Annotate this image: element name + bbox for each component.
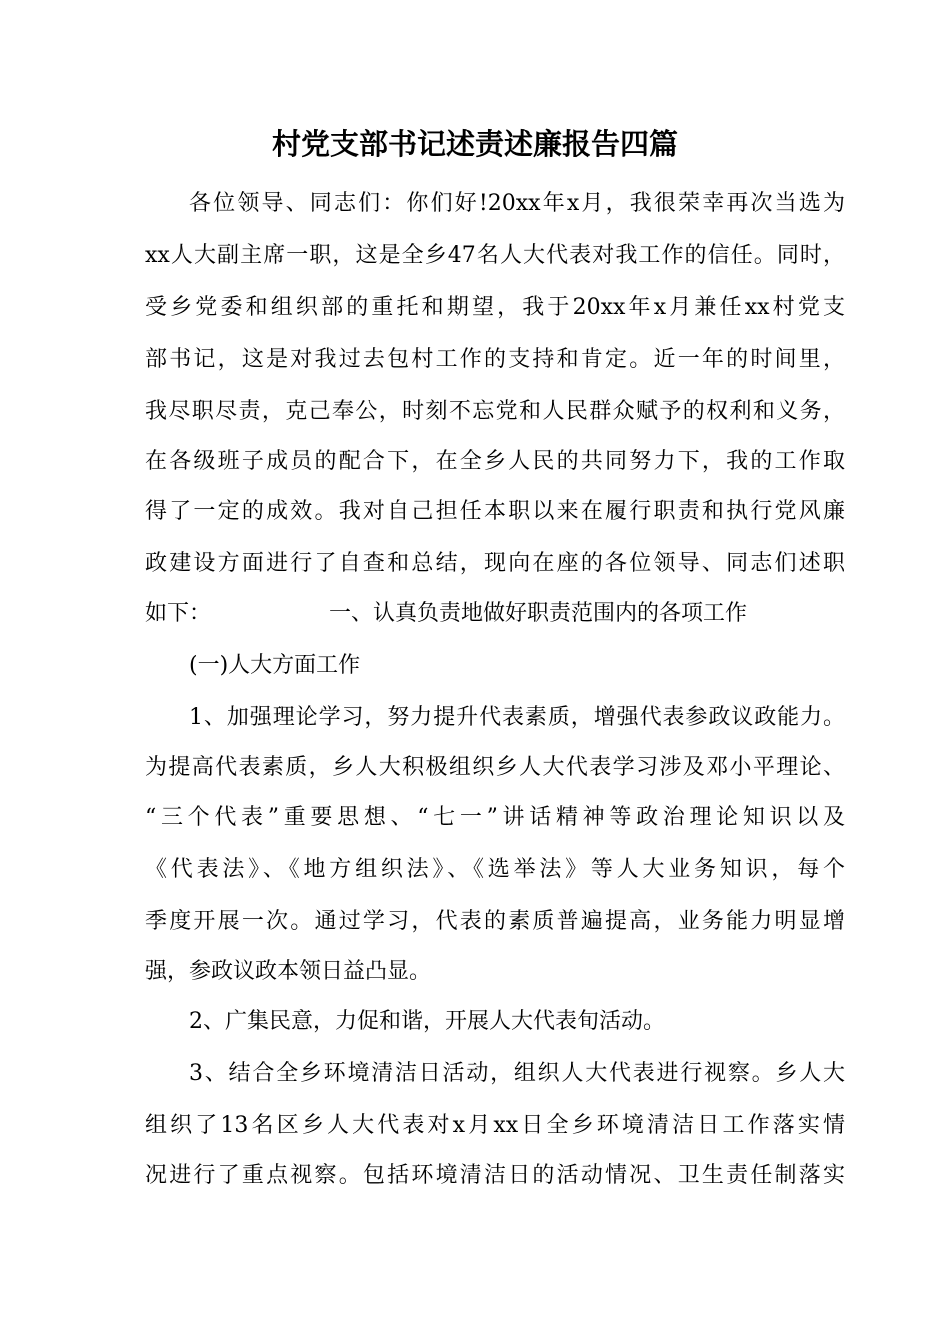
document-title: 村党支部书记述责述廉报告四篇 [271, 127, 678, 161]
paragraph-line: 我尽职尽责，克己奉公，时刻不忘党和人民群众赋予的权利和义务， [145, 399, 845, 424]
section-heading: 一、认真负责地做好职责范围内的各项工作 [329, 601, 748, 626]
paragraph-line: 为提高代表素质，乡人大积极组织乡人大代表学习涉及邓小平理论、 [145, 755, 845, 780]
paragraph-line: 季度开展一次。通过学习，代表的素质普遍提高，业务能力明显增 [145, 909, 845, 934]
paragraph-line: 部书记，这是对我过去包村工作的支持和肯定。近一年的时间里， [145, 347, 845, 372]
subsection-heading: (一)人大方面工作 [189, 653, 361, 678]
paragraph-line: 在各级班子成员的配合下，在全乡人民的共同努力下，我的工作取 [145, 449, 845, 474]
paragraph-line: 各位领导、同志们：你们好!20xx年x月，我很荣幸再次当选为 [189, 191, 845, 216]
paragraph-line: “三个代表”重要思想、“七一”讲话精神等政治理论知识以及 [145, 805, 845, 830]
paragraph-line: 得了一定的成效。我对自己担任本职以来在履行职责和执行党风廉 [145, 499, 845, 524]
paragraph-line: 强，参政议政本领日益凸显。 [145, 959, 432, 984]
paragraph-line: 3、结合全乡环境清洁日活动，组织人大代表进行视察。乡人大 [189, 1061, 845, 1086]
paragraph-line-with-heading [145, 596, 845, 632]
paragraph-line: xx人大副主席一职，这是全乡47名人大代表对我工作的信任。同时， [145, 243, 845, 268]
paragraph-line: 2、广集民意，力促和谐，开展人大代表旬活动。 [189, 1009, 665, 1034]
paragraph-line: 《代表法》、《地方组织法》、《选举法》等人大业务知识，每个 [145, 857, 845, 882]
paragraph-line: 组织了13名区乡人大代表对x月xx日全乡环境清洁日工作落实情 [145, 1113, 845, 1138]
paragraph-line: 受乡党委和组织部的重托和期望，我于20xx年x月兼任xx村党支 [145, 295, 845, 320]
paragraph-line: 况进行了重点视察。包括环境清洁日的活动情况、卫生责任制落实 [145, 1163, 845, 1188]
paragraph-line: 1、加强理论学习，努力提升代表素质，增强代表参政议政能力。 [189, 705, 845, 730]
paragraph-line: 政建设方面进行了自查和总结，现向在座的各位领导、同志们述职 [145, 551, 845, 576]
paragraph-line: 如下： [145, 601, 212, 626]
